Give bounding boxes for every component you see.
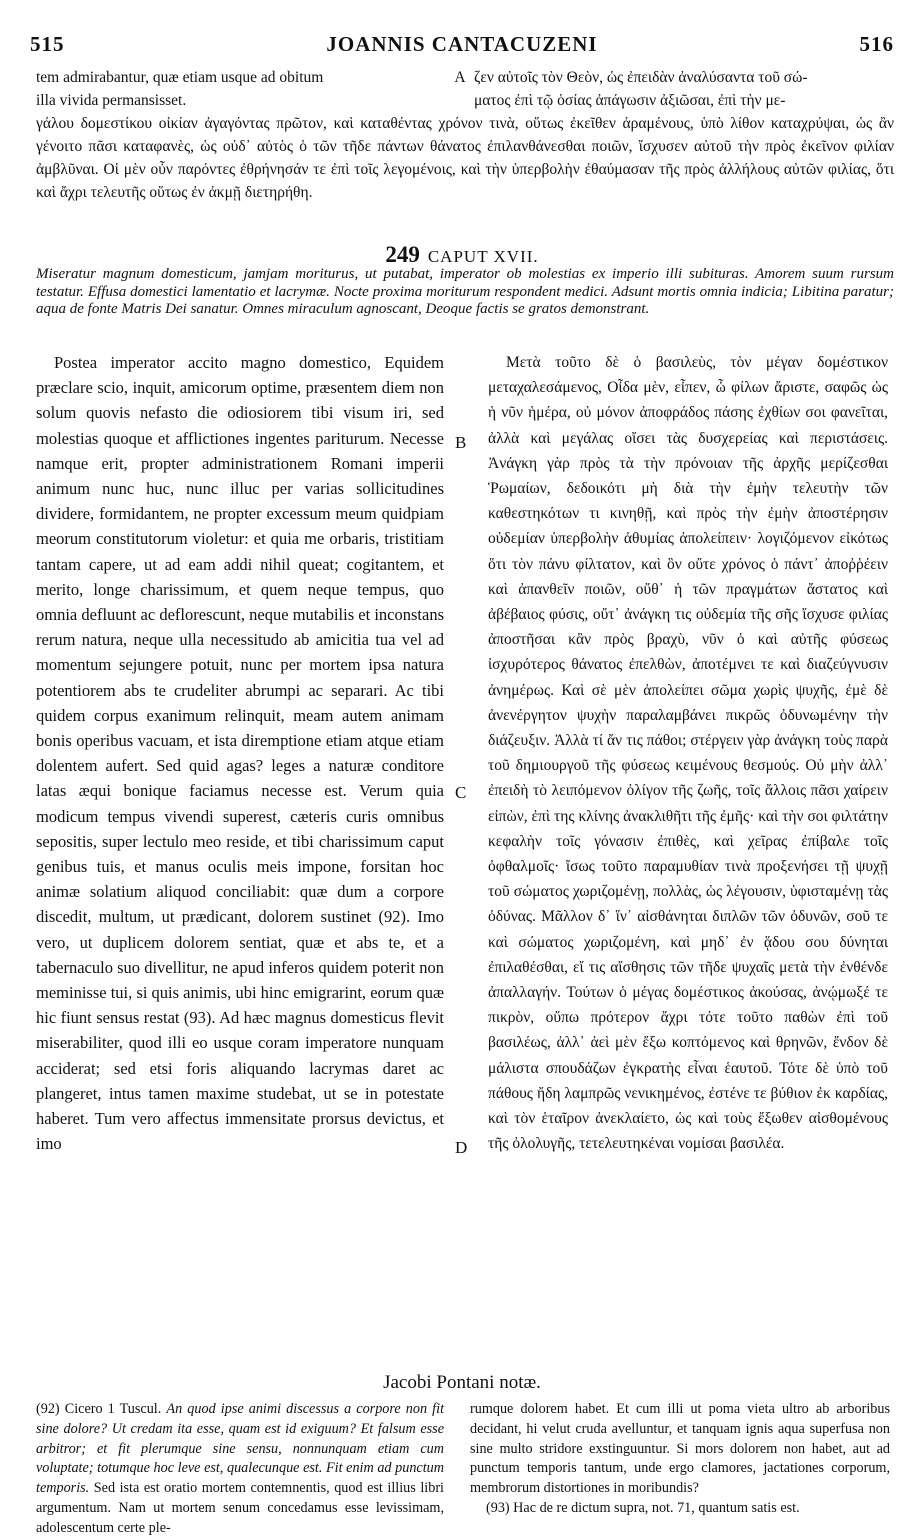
intro-block	[36, 66, 894, 204]
chapter-summary: Miseratur magnum domesticum, jamjam moriturus, ut putabat, imperator ob molestias ex imperio illi subituras. Amorem suum rursum testatur. Effusa domestici lamentatio et lacrymæ. Nocte proxima moriturum respondent medici. Adsunt mortis omnia indicia; Libitina paratur; aqua de fonte Matris Dei sanatur. Omnes miraculum agnoscant, Deoque factis se gratos demonstrant.	[36, 266, 894, 317]
notes-right-column	[470, 1400, 890, 1519]
margin-marker-b: B	[455, 433, 467, 452]
notes-left-column	[36, 1400, 444, 1539]
margin-marker-a: A	[454, 69, 466, 86]
note-92-continued: rumque dolorem habet. Et cum illi ut poma vieta ultro ab arboribus decidant, hi velut cruda avelluntur, et tanquam ignis aqua superfusa non sine multo stridore exstinguuntur. Si mors dolorem non habet, aut ad punctum temporis tantum, unde ergo clamores, jactationes corporum, membrorum distortiones in moribundis?	[470, 1401, 890, 1497]
latin-column	[36, 350, 444, 1157]
note-92-quote: An quod ipse animi discessus a corpore non fit sine dolore? Ut credam ita esse, quam est id exiguum? Et falsum esse arbitror; et fit plerumque sine sensu, nonnunquam etiam cum voluptate; totumque hoc leve est, qualecunque est. Fit enim ad punctum temporis.	[36, 1401, 445, 1497]
margin-marker-c: C	[455, 783, 467, 802]
intro-latin-line: illa vivida permansisset.	[36, 92, 187, 109]
intro-latin-line: tem admirabantur, quæ etiam usque ad obitum	[36, 69, 324, 86]
intro-greek-line: ζεν αὐτοῖς τὸν Θεὸν, ὡς ἐπειδὰν ἀναλύσαντα τοῦ σώ-	[474, 69, 808, 86]
greek-column	[488, 350, 888, 1157]
intro-greek-line: ματος ἐπὶ τῷ ὁσίας ἀπάγωσιν ἀξιῶσαι, ἐπὶ τὴν με-	[474, 92, 786, 109]
running-header	[30, 32, 894, 62]
page-number-right: 516	[859, 32, 894, 56]
intro-row-1	[36, 66, 894, 89]
note-92	[36, 1400, 444, 1539]
chapter-number: 249	[385, 242, 420, 267]
notes-title: Jacobi Pontani notæ.	[383, 1372, 541, 1393]
note-93: (93) Hac de re dictum supra, not. 71, quantum satis est.	[486, 1499, 800, 1516]
note-92-ref: (92) Cicero 1 Tuscul.	[36, 1401, 162, 1417]
running-title: JOANNIS CANTACUZENI	[326, 32, 598, 56]
chapter-heading	[0, 242, 924, 268]
latin-paragraph: Postea imperator accito magno domestico, Equidem præclare scio, inquit, amicorum optime, præsentem diem non solum quovis nefasto die odiosiorem tibi visum iri, sed molestias quoque et afflictiones ingentes pariturum. Necesse namque erit, propter administrationem Romani imperii animum nunc huc, nunc illuc per varias sollicitudines dividere, formidantem, ne propter excessum meum quidpiam meorum constitutorum violetur: et quia me orbaris, tristitiam tantam capere, ut ad eam addi nihil queat; cogitantem, et merito, longe charissimum, et quem neque tempus, quo omnia defluunt ac deflorescunt, neque mutabilis et inconstans rerum natura, neque ulla necessitudo ab amicitia tua vel ad momentum sejungere potuit, nunc per mortem ipsa natura potentiorem abs te crudeliter abrumpi ac separari. Ac tibi quidem corpus exanimum relinquit, meam autem animam bonis operibus vacuam, et ista diremptione etiam atque etiam dolentem aufert. Sed quid agas? leges a naturæ conditore latas æqui bonique faciamus necesse est. Verum quia modicum tempus vivendi superest, cæteris curis omnibus sepositis, super lectulo meo reside, et tibi charissimum caput genibus tuis, et manus oculis meis impone, forsitan hoc animæ solatium aliquod conciliabit: quæ dum a corpore discedit, multum, ut prædicant, dolorem sustinet (92). Imo vero, ut duplicem dolorem sentiat, quæ et abs te, et a tabernaculo suo divellitur, ne apud inferos quidem poterit non meminisse tui, si quis animis, ubi hinc emigrarint, eorum quæ hic fiunt sensus restat (93). Ad hæc magnus domesticus flevit miserabiliter, quod illi eo usque coram imperatore nunquam acciderat; sed etsi foris aliquando lacrymas daret ac plangeret, intus tamen maxime studebat, ut se in potestate haberet. Tum vero affectus immensitate prorsus devictus, et imo	[36, 353, 444, 1154]
chapter-caption: CAPUT XVII.	[427, 247, 539, 266]
intro-greek-paragraph: γάλου δομεστίκου οἰκίαν ἀγαγόντας πρῶτον, καὶ καταθέντας χρόνον τινὰ, οὕτως ἐκεῖθεν ἀραμένους, ὑπὸ λίθον καταχρύψαι, ὡς ἂν γένοιτο πᾶσι καταφανὲς, ὡς οὐδ᾽ αὐτὸς ὁ τῶν τῆδε πάντων θάνατος ἐπιλανθάνεσθαι ποιῶν, ἴσχυσεν αὐτοῦ τὴν πρὸς ἐκεῖνον φιλίαν ἀμβλῦναι. Οἱ μὲν οὖν παρόντες ἐθρήνησάν τε ἐπὶ τοῖς λεγομένοις, καὶ τὴν ὑπερβολὴν ἐθαύμασαν τῆς πρὸς ἀλλήλους αὐτῶν φιλίας, ὅτι καὶ ἄχρι τελευτῆς οὕτως ἐν ἀκμῇ διετηρήθη.	[36, 115, 894, 201]
page-number-left: 515	[30, 32, 65, 56]
intro-row-2	[36, 89, 894, 112]
margin-marker-d: D	[455, 1138, 468, 1157]
greek-paragraph: Μετὰ τοῦτο δὲ ὁ βασιλεὺς, τὸν μέγαν δομέστικον μεταχαλεσάμενος, Οἶδα μὲν, εἶπεν, ὦ φίλων ἄριστε, σαφῶς ὡς ἡ νῦν ἡμέρα, οὐ μόνον ἀποφράδος πάσης ἐχθίων σοι φανεῖται, ἀλλὰ καὶ μεγάλας οἴσει τὰς δυσχερείας καὶ περιστάσεις. Ἀνάγκη γὰρ πρὸς τὰ τὴν πρόνοιαν τῆς ἀρχῆς μερίζεσθαι Ῥωμαίων, δεδοικότι μὴ διὰ τὴν ἐμὴν τελευτὴν τῶν καθεστηκότων τι κινηθῇ, καὶ πρὸς τὴν ἐμὴν ἀποστέρησιν οὐδεμίαν ὑπερβολὴν ἀθυμίας ἀπολείπειν· λογιζόμενον εἰκότως ὅτι τὸν πάνυ φίλτατον, καὶ ὃν οὔτε χρόνος ὁ πάντ᾽ ἀποῤῥέειν καὶ ἀπανθεῖν ποιῶν, οὔθ᾽ ἡ τῶν πραγμάτων ἄστατος καὶ ἀβέβαιος φύσις, οὔτ᾽ ἀνάγκη τις οὐδεμία τῆς σῆς ἴσχυσε φιλίας ἀποστῆσαι κἂν πρὸς βραχὺ, νῦν ὁ καὶ αὐτῆς φύσεως ἰσχυρότερος θάνατος ἐπελθὼν, ἀποτέμνει τε καὶ διαζεύγνυσιν ἀνημέρως. Καὶ σὲ μὲν ἀπολείπει σῶμα χωρὶς ψυχῆς, ἐμὲ δὲ ἀνενέργητον ψυχὴν παραλαμβάνει πικρῶς ὀδυνωμένην τὴν διάζευξιν. Ἀλλὰ τί ἄν τις πάθοι; στέργειν γὰρ ἀνάγκη τοὺς παρὰ τοῦ δημιουργοῦ τῆς φύσεως κειμένους θεσμούς. Οὐ μὴν ἀλλ᾽ ἐπειδὴ τὸ λειπόμενον ὀλίγον τῆς ζωῆς, τοῖς ἄλλοις πᾶσι χαίρειν εἰπὼν, ἐπὶ της κλίνης ἀνακλιθῆτι τῆς ἐμῆς· καὶ τὴν σοι φιλτάτην κεφαλὴν τοῖς γόνασιν ἐπιθὲς, καὶ χεῖρας ἐπίβαλε τοῖς ὀφθαλμοῖς· ἴσως τοῦτο παραμυθίαν τινὰ προξενήσει τῇ ψυχῇ τοῦ σώματος χωριζομένῃ, πολλὰς, ὡς λέγουσιν, ὑφισταμένῃ τὰς ὀδύνας. Μᾶλλον δ᾽ ἵν᾽ αἰσθάνηται διπλῶν τῶν ὀδυνῶν, σοῦ τε καὶ σώματος χωριζομένη, καὶ μηδ᾽ ἐν ᾅδου σου δύνηται ἐπιλαθέσθαι, εἴ τις αἴσθησις τῶν τῆδε ψυχαῖς μετὰ τὴν ἐνθένδε ἀπαλλαγήν. Τούτων ὁ μέγας δομέστικος ἀκούσας, ἀνῴμωξέ τε πικρὸν, οὔπω πρότερον ἄχρι τότε τοῦτο παθὼν ἐπὶ τοῦ βασιλέως, ἀλλ᾽ ἀεὶ μὲν ἔξω κοπτόμενος καὶ θρηνῶν, ἔνδον δὲ μάλιστα σπουδάζων ἐγκρατὴς εἶναι ἑαυτοῦ. Τότε δὲ ὑπὸ τοῦ πάθους ἤδη λαμπρῶς νενικημένος, ἐστένε τε βύθιον ἐκ καρδίας, καὶ τὸν ἑταῖρον ἀνεκλαίετο, ὡς καὶ τοὺς ἔξωθεν αἰσθομένους τῆς ὀλολυγῆς, τετελευτηκέναι νομίσαι βασιλέα.	[488, 354, 888, 1153]
note-92-tail: Sed ista est oratio mortem contemnentis, quod est illius libri argumentum. Nam ut mortem senum concedamus esse levissimam, adolescentum certe ple-	[36, 1480, 444, 1536]
